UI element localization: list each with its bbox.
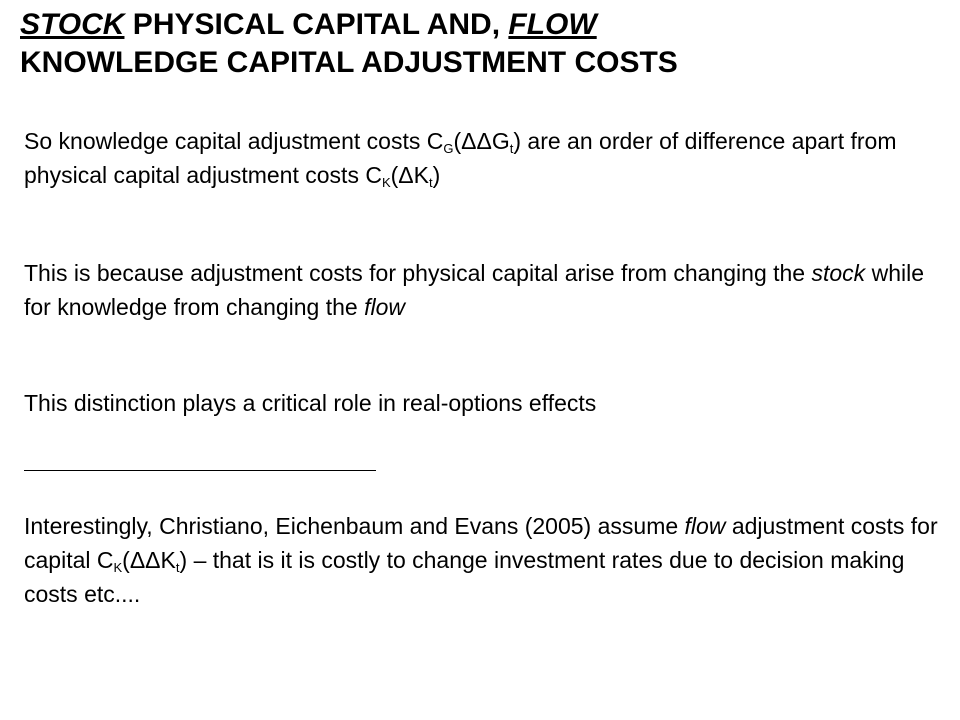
- paragraph-stock-vs-flow: [24, 256, 944, 324]
- p4-text-2: adjustment costs for capital C: [24, 513, 938, 573]
- p1-subscript-t: t: [509, 141, 514, 156]
- p3-text-1: This distinction plays a critical role in real-options effects: [24, 390, 597, 416]
- p1-text-3: ) are an order of difference apart from physical capital adjustment costs C: [24, 128, 897, 188]
- paragraph-real-options: [24, 386, 944, 420]
- p4-text-4: ) – that is it is costly to change investment rates due to decision making costs etc....: [24, 547, 905, 607]
- p1-text-5: ): [432, 162, 441, 188]
- p2-text-1: This is because adjustment costs for physical capital arise from changing the: [24, 260, 812, 286]
- slide-title: [20, 6, 940, 82]
- p1-text-4: (ΔK: [390, 162, 429, 188]
- paragraph-christiano-note: [24, 509, 944, 611]
- footnote-divider: [24, 470, 376, 471]
- p4-text-3: (ΔΔK: [122, 547, 176, 573]
- p1-subscript-t2: t: [428, 175, 433, 190]
- title-stock-emphasis: STOCK: [20, 8, 125, 41]
- p4-subscript-t: t: [175, 560, 180, 575]
- p1-subscript-k: K: [381, 175, 391, 190]
- title-text-part1: PHYSICAL CAPITAL AND,: [124, 8, 509, 41]
- p2-emphasis-flow: flow: [364, 294, 405, 320]
- title-text-line2: KNOWLEDGE CAPITAL ADJUSTMENT COSTS: [20, 46, 678, 79]
- p1-subscript-g: G: [443, 141, 454, 156]
- p1-text-1: So knowledge capital adjustment costs C: [24, 128, 444, 154]
- paragraph-adjustment-costs: [24, 124, 944, 192]
- p4-subscript-k: K: [113, 560, 123, 575]
- title-flow-emphasis: FLOW: [508, 8, 597, 41]
- p4-emphasis-flow: flow: [684, 513, 726, 539]
- p4-text-1: Interestingly, Christiano, Eichenbaum and Evans (2005) assume: [24, 513, 685, 539]
- p2-emphasis-stock: stock: [811, 260, 866, 286]
- p2-text-2: while for knowledge from changing the: [24, 260, 924, 320]
- p1-text-2: (ΔΔG: [453, 128, 510, 154]
